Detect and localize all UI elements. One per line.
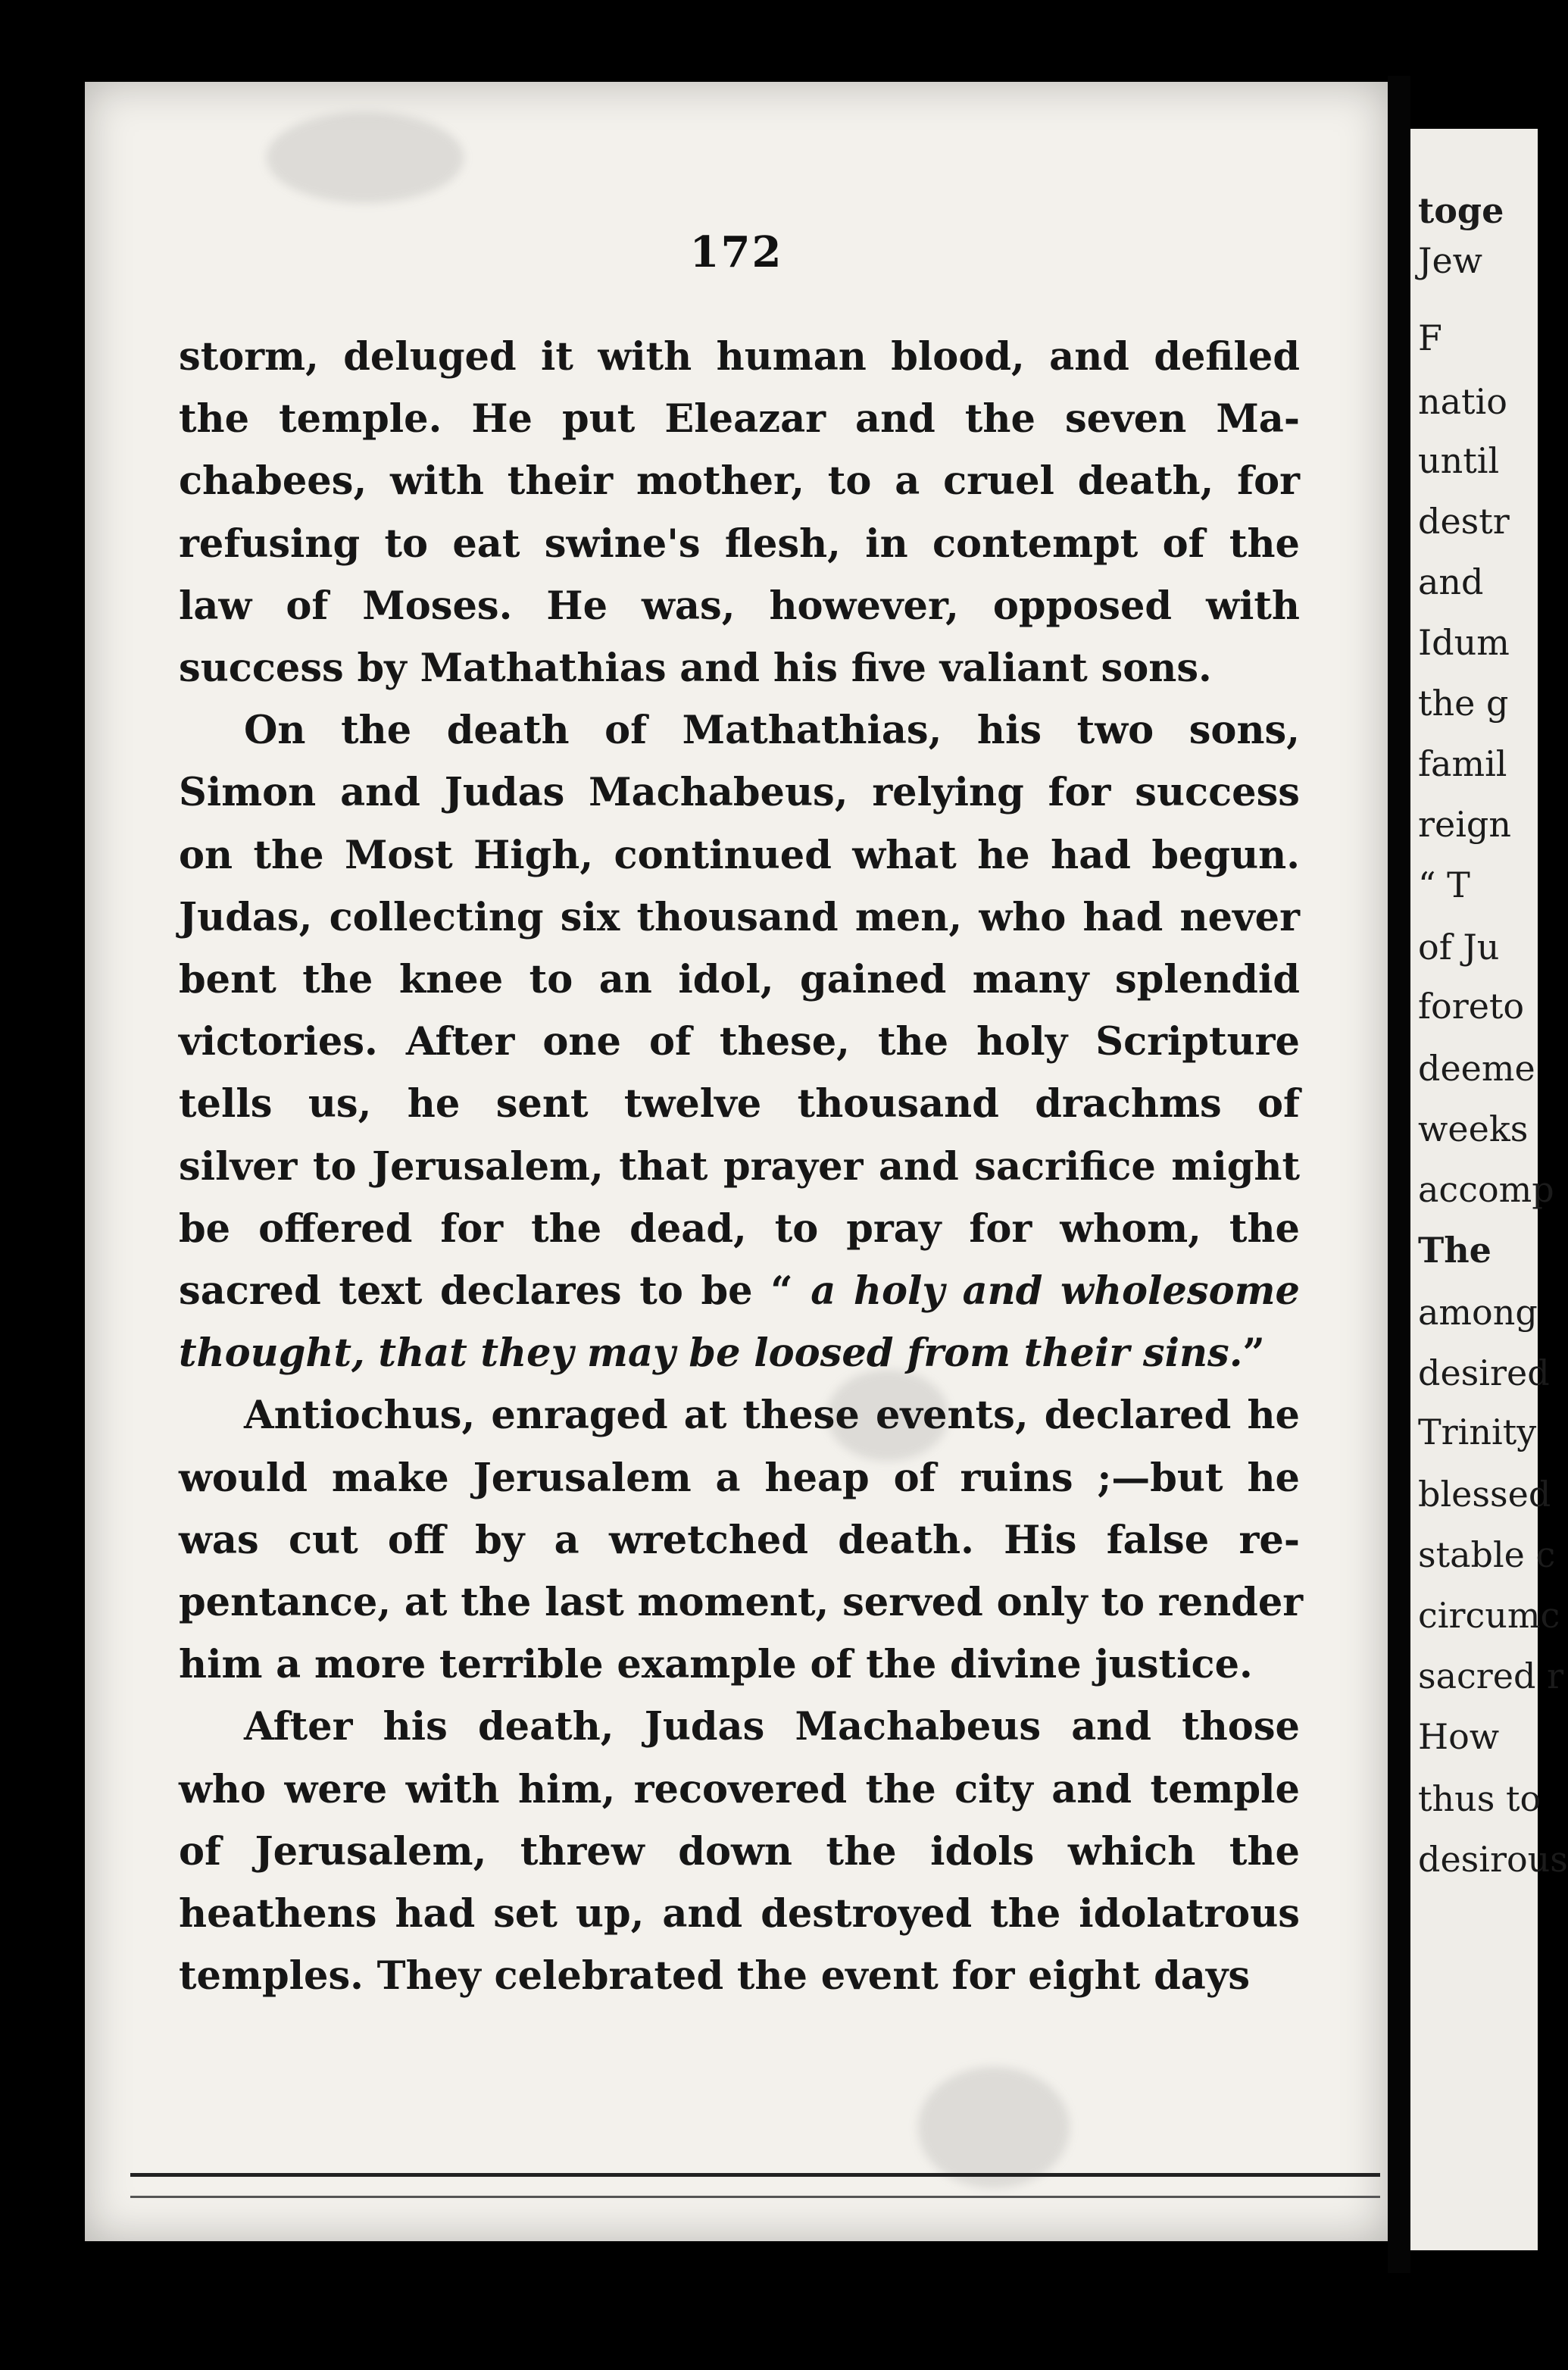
text-line: temples. They celebrated the event for eight days — [179, 1953, 1251, 1999]
text-line: was cut off by a wretched death. His false re- — [179, 1517, 1300, 1563]
facing-text-fragment: How — [1418, 1716, 1500, 1757]
paper-stain — [267, 112, 464, 203]
text-line: heathens had set up, and destroyed the idolatrous — [179, 1891, 1300, 1937]
facing-text-fragment: the g — [1418, 683, 1509, 724]
text-line: be offered for the dead, to pray for whom, the — [179, 1205, 1300, 1252]
text-line: refusing to eat swine's flesh, in contempt of the — [179, 521, 1300, 567]
facing-text-fragment: desirous — [1418, 1839, 1568, 1880]
bottom-rule — [130, 2173, 1380, 2177]
facing-text-fragment: foreto — [1418, 986, 1525, 1027]
page-body-text — [179, 326, 1304, 2007]
facing-text-fragment: toge — [1418, 190, 1504, 231]
facing-text-fragment: until — [1418, 440, 1500, 481]
facing-text-fragment: destr — [1418, 501, 1510, 542]
facing-text-fragment: reign — [1418, 804, 1511, 845]
text-line: After his death, Judas Machabeus and those — [244, 1704, 1300, 1750]
facing-text-fragment: circumc — [1418, 1595, 1560, 1636]
facing-page-fragment — [1410, 129, 1568, 2250]
facing-text-fragment: “ T — [1418, 865, 1470, 905]
text-line: storm, deluged it with human blood, and defiled — [179, 334, 1300, 380]
page-number: 172 — [689, 227, 783, 277]
text-line: who were with him, recovered the city and temple — [179, 1766, 1300, 1812]
text-line: law of Moses. He was, however, opposed with — [179, 583, 1300, 629]
text-line: bent the knee to an idol, gained many splendid — [179, 957, 1300, 1003]
text-line: sacred text declares to be “ a holy and wholesome — [179, 1268, 1301, 1315]
text-line: victories. After one of these, the holy Scripture — [179, 1019, 1300, 1065]
facing-text-fragment: F — [1418, 317, 1442, 358]
text-line: Antiochus, enraged at these events, declared he — [244, 1393, 1300, 1439]
facing-text-fragment: deeme — [1418, 1048, 1535, 1089]
text-line: of Jerusalem, threw down the idols which the — [179, 1828, 1300, 1874]
facing-text-fragment: Idum — [1418, 622, 1510, 663]
facing-text-fragment: famil — [1418, 743, 1507, 784]
facing-text-fragment: Trinity — [1418, 1412, 1537, 1452]
text-line: Judas, collecting six thousand men, who had never — [179, 894, 1300, 940]
book-gutter — [1388, 76, 1410, 2273]
paper-stain — [918, 2067, 1070, 2188]
text-line: pentance, at the last moment, served only to render — [179, 1580, 1304, 1626]
text-line: success by Mathathias and his five valiant sons. — [179, 646, 1212, 692]
text-line: On the death of Mathathias, his two sons, — [244, 708, 1300, 754]
facing-text-fragment: blessed — [1418, 1474, 1551, 1515]
facing-text-fragment: desired — [1418, 1352, 1550, 1393]
facing-text-fragment: sacred r — [1418, 1656, 1564, 1696]
facing-text-fragment: natio — [1418, 381, 1507, 422]
facing-text-fragment: and — [1418, 561, 1484, 602]
text-line: tells us, he sent twelve thousand drachms of — [179, 1081, 1300, 1127]
facing-text-fragment: Jew — [1418, 240, 1483, 281]
facing-text-fragment: weeks — [1418, 1108, 1529, 1149]
text-line: Simon and Judas Machabeus, relying for success — [179, 770, 1300, 816]
facing-text-fragment: accomp — [1418, 1169, 1554, 1210]
facing-text-fragment: thus to — [1418, 1778, 1541, 1819]
text-line: on the Most High, continued what he had begun. — [179, 832, 1300, 878]
text-line: thought, that they may be loosed from their sins.” — [179, 1330, 1265, 1377]
facing-text-fragment: among — [1418, 1292, 1538, 1333]
text-line: chabees, with their mother, to a cruel death, for — [179, 458, 1300, 505]
facing-text-fragment: The — [1418, 1230, 1491, 1271]
facing-text-fragment: of Ju — [1418, 927, 1500, 968]
text-line: the temple. He put Eleazar and the seven Ma- — [179, 396, 1300, 442]
facing-text-fragment: stable c — [1418, 1534, 1556, 1575]
bottom-rule-thin — [130, 2196, 1380, 2198]
text-line: him a more terrible example of the divine justice. — [179, 1642, 1253, 1688]
text-line: silver to Jerusalem, that prayer and sacrifice might — [179, 1143, 1300, 1190]
text-line: would make Jerusalem a heap of ruins ;—but he — [179, 1455, 1300, 1501]
